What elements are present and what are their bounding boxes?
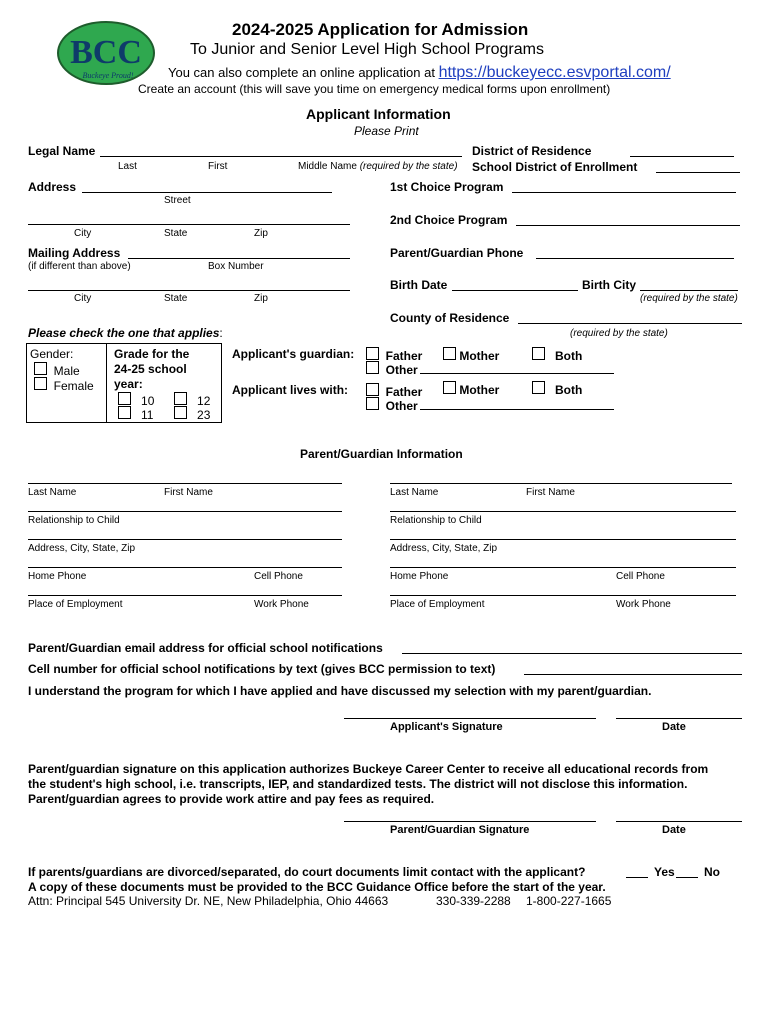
mailing-zip-label: Zip <box>254 293 268 304</box>
grade-12-checkbox[interactable] <box>174 392 187 405</box>
guardian1-last-label: Last Name <box>28 487 77 498</box>
grade-10-checkbox[interactable] <box>118 392 131 405</box>
second-choice-label: 2nd Choice Program <box>390 213 508 227</box>
guardian-both-text: Both <box>555 349 583 363</box>
gender-grade-divider <box>106 343 107 422</box>
guardian1-address-line[interactable] <box>28 539 342 540</box>
consent-line-2: the student's high school, i.e. transcripts, IEP, and standardized tests. The district will not disclose this information. <box>28 777 688 791</box>
form-subtitle: To Junior and Senior Level High School Programs <box>190 41 544 58</box>
grade-label-line3: year: <box>114 377 143 391</box>
birth-city-line[interactable] <box>640 290 738 291</box>
lives-both-option[interactable] <box>532 381 582 397</box>
parent-phone-line[interactable] <box>536 258 734 259</box>
legal-name-line[interactable] <box>100 156 462 157</box>
guardian2-relationship-label: Relationship to Child <box>390 515 482 526</box>
guardian2-work-phone-label: Work Phone <box>616 599 671 610</box>
guardian2-first-label: First Name <box>526 487 575 498</box>
guardian2-employment-label: Place of Employment <box>390 599 485 610</box>
birth-date-label: Birth Date <box>390 278 448 292</box>
online-application-link[interactable]: https://buckeyecc.esvportal.com/ <box>438 64 671 81</box>
birth-date-line[interactable] <box>452 290 578 291</box>
guardian-other-text: Other <box>385 363 418 377</box>
guardian-father-text: Father <box>385 349 423 363</box>
court-yes-label: Yes <box>654 865 675 879</box>
guardian2-last-label: Last Name <box>390 487 439 498</box>
grade-23-text: 23 <box>197 408 211 422</box>
street-label: Street <box>164 195 191 206</box>
last-label: Last <box>118 161 137 172</box>
understand-statement: I understand the program for which I have applied and have discussed my selection with my parent/guardian. <box>28 684 652 698</box>
applicant-section-title: Applicant Information <box>306 106 451 122</box>
county-required: (required by the state) <box>570 328 668 339</box>
lives-other-checkbox[interactable] <box>366 397 379 410</box>
guardian-other-option[interactable] <box>366 361 418 377</box>
account-note: Create an account (this will save you time on emergency medical forms upon enrollment) <box>138 82 611 96</box>
grade-11-checkbox[interactable] <box>118 406 131 419</box>
court-yes-line[interactable] <box>626 877 648 878</box>
guardian1-work-phone-label: Work Phone <box>254 599 309 610</box>
mailing-city-line[interactable] <box>28 290 350 291</box>
guardian1-employment-label: Place of Employment <box>28 599 123 610</box>
middle-name-text: Middle Name <box>298 161 357 172</box>
school-district-line[interactable] <box>656 172 740 173</box>
guardian1-home-phone-label: Home Phone <box>28 571 87 582</box>
grade-11-text: 11 <box>141 408 154 422</box>
guardian1-relationship-label: Relationship to Child <box>28 515 120 526</box>
district-residence-label: District of Residence <box>472 144 592 158</box>
second-choice-line[interactable] <box>516 225 740 226</box>
male-text: Male <box>53 364 80 378</box>
guardian-both-option[interactable] <box>532 347 582 363</box>
please-check-label: Please check the one that applies: <box>28 326 223 340</box>
cell-notification-line[interactable] <box>524 674 742 675</box>
guardian1-employment-line[interactable] <box>28 595 342 596</box>
box-number-label: Box Number <box>208 261 264 272</box>
male-checkbox[interactable] <box>34 362 47 375</box>
lives-mother-text: Mother <box>459 383 500 397</box>
guardian-both-checkbox[interactable] <box>532 347 545 360</box>
court-no-label: No <box>704 865 720 879</box>
attention-address: Attn: Principal 545 University Dr. NE, New Philadelphia, Ohio 44663 <box>28 894 389 908</box>
logo-text: BCC <box>70 34 142 71</box>
mailing-city-label: City <box>74 293 92 304</box>
guardian2-cell-phone-label: Cell Phone <box>616 571 665 582</box>
applicants-guardian-label: Applicant's guardian: <box>232 347 355 361</box>
cell-notification-label: Cell number for official school notifications by text (gives BCC permission to text) <box>28 662 496 676</box>
guardian1-first-label: First Name <box>164 487 213 498</box>
lives-father-checkbox[interactable] <box>366 383 379 396</box>
guardian1-cell-phone-label: Cell Phone <box>254 571 303 582</box>
grade-23-checkbox[interactable] <box>174 406 187 419</box>
guardian2-relationship-line[interactable] <box>390 511 736 512</box>
parent-date-line[interactable] <box>616 821 742 822</box>
birth-city-required: (required by the state) <box>640 293 738 304</box>
lives-mother-checkbox[interactable] <box>443 381 456 394</box>
grade-label-line2: 24-25 school <box>114 362 187 376</box>
district-residence-line[interactable] <box>630 156 734 157</box>
birth-city-label: Birth City <box>582 278 636 292</box>
lives-both-text: Both <box>555 383 583 397</box>
online-prefix: You can also complete an online application at <box>168 65 435 80</box>
address-line[interactable] <box>82 192 332 193</box>
parent-phone-label: Parent/Guardian Phone <box>390 246 524 260</box>
phone-tollfree: 1-800-227-1665 <box>526 894 612 908</box>
applicant-lives-label: Applicant lives with: <box>232 383 349 397</box>
guardian1-name-line[interactable] <box>28 483 342 484</box>
address-label: Address <box>28 180 77 194</box>
middle-label <box>298 161 458 172</box>
grade-10-text: 10 <box>141 394 155 408</box>
email-notification-line[interactable] <box>402 653 742 654</box>
lives-other-option[interactable] <box>366 397 418 413</box>
mailing-state-label: State <box>164 293 188 304</box>
female-option[interactable] <box>34 377 94 393</box>
county-residence-label: County of Residence <box>390 311 510 325</box>
female-checkbox[interactable] <box>34 377 47 390</box>
mailing-address-label: Mailing Address <box>28 246 121 260</box>
form-title: 2024-2025 Application for Admission <box>232 20 529 39</box>
school-district-label: School District of Enrollment <box>472 160 638 174</box>
city-label: City <box>74 228 92 239</box>
lives-other-text: Other <box>385 399 418 413</box>
middle-required-note: (required by the state) <box>359 161 458 172</box>
bcc-logo <box>56 20 156 86</box>
grade-11-option[interactable] <box>118 406 153 422</box>
zip-label: Zip <box>254 228 268 239</box>
logo-tagline: Buckeye Proud! <box>82 71 134 80</box>
guardian2-name-line[interactable] <box>390 483 732 484</box>
guardian1-relationship-line[interactable] <box>28 511 342 512</box>
first-label: First <box>208 161 228 172</box>
if-different-label: (if different than above) <box>28 261 131 272</box>
guardian-other-line[interactable] <box>420 373 614 374</box>
gender-label: Gender: <box>30 347 74 361</box>
please-print: Please Print <box>354 124 419 138</box>
grade-23-option[interactable] <box>174 406 210 422</box>
please-check-text: Please check the one that applies <box>28 326 220 340</box>
male-option[interactable] <box>34 362 80 378</box>
gender-text: Gender <box>30 347 71 361</box>
grade-label-line1: Grade for the <box>114 347 190 361</box>
applicant-signature-label: Applicant's Signature <box>390 721 503 733</box>
guardian2-phone-line[interactable] <box>390 567 736 568</box>
guardian1-phone-line[interactable] <box>28 567 342 568</box>
city-state-zip-line[interactable] <box>28 224 350 225</box>
lives-mother-option[interactable] <box>443 381 499 397</box>
email-notification-label: Parent/Guardian email address for official school notifications <box>28 641 383 655</box>
phone-local: 330-339-2288 <box>436 894 511 908</box>
applicant-date-line[interactable] <box>616 718 742 719</box>
guardian1-address-label: Address, City, State, Zip <box>28 543 136 554</box>
guardian2-employment-line[interactable] <box>390 595 736 596</box>
female-text: Female <box>53 379 94 393</box>
first-choice-line[interactable] <box>512 192 736 193</box>
parent-signature-line[interactable] <box>344 821 596 822</box>
lives-father-text: Father <box>385 385 423 399</box>
guardian2-address-line[interactable] <box>390 539 736 540</box>
court-no-line[interactable] <box>676 877 698 878</box>
guardian-section-title: Parent/Guardian Information <box>300 447 463 461</box>
lives-other-line[interactable] <box>420 409 614 410</box>
guardian-mother-checkbox[interactable] <box>443 347 456 360</box>
court-copy-note: A copy of these documents must be provided to the BCC Guidance Office before the start of the year. <box>28 880 606 894</box>
guardian-mother-option[interactable] <box>443 347 499 363</box>
mailing-address-line[interactable] <box>128 258 350 259</box>
applicant-date-label: Date <box>662 721 686 733</box>
guardian2-address-label: Address, City, State, Zip <box>390 543 498 554</box>
online-note <box>168 64 671 82</box>
parent-date-label: Date <box>662 824 686 836</box>
court-question: If parents/guardians are divorced/separated, do court documents limit contact with the applicant? <box>28 865 586 879</box>
county-residence-line[interactable] <box>518 323 742 324</box>
guardian-mother-text: Mother <box>459 349 500 363</box>
first-choice-label: 1st Choice Program <box>390 180 504 194</box>
grade-12-text: 12 <box>197 394 211 408</box>
consent-line-1: Parent/guardian signature on this application authorizes Buckeye Career Center to receive all educational records from <box>28 762 709 776</box>
applicant-signature-line[interactable] <box>344 718 596 719</box>
lives-both-checkbox[interactable] <box>532 381 545 394</box>
guardian2-home-phone-label: Home Phone <box>390 571 449 582</box>
parent-signature-label: Parent/Guardian Signature <box>390 824 530 836</box>
state-label: State <box>164 228 188 239</box>
legal-name-label: Legal Name <box>28 144 96 158</box>
guardian-other-checkbox[interactable] <box>366 361 379 374</box>
guardian-father-checkbox[interactable] <box>366 347 379 360</box>
consent-line-3: Parent/guardian agrees to provide work attire and pay fees as required. <box>28 792 435 806</box>
